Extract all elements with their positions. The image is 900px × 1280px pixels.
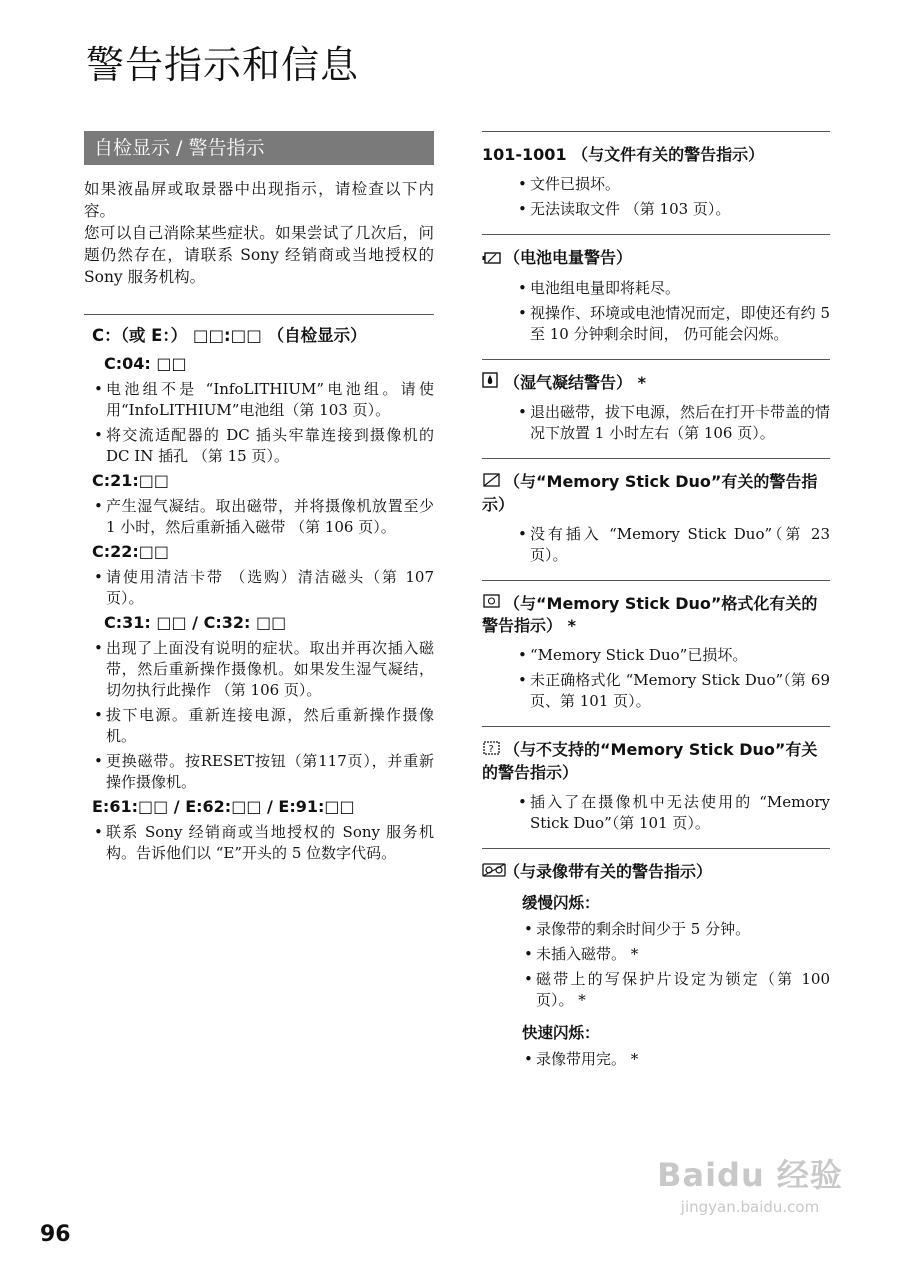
list-item: • 未正确格式化 “Memory Stick Duo”（第 69 页、第 101 页）。 bbox=[516, 670, 830, 712]
list-item: • 更换磁带。按RESET按钮（第117页），并重新操作摄像机。 bbox=[92, 751, 434, 793]
intro-paragraph: 如果液晶屏或取景器中出现指示，请检查以下内容。 您可以自己消除某些症状。如果尝试了几次后，问题仍然存在，请联系 Sony 经销商或当地授权的 Sony 服务机构。 bbox=[84, 180, 434, 286]
list-item: • 电池组不是 “InfoLITHIUM”电池组。请使用“InfoLITHIUM”电池组（第 103 页）。 bbox=[92, 379, 434, 421]
error-code-heading: C:22:□□ bbox=[92, 542, 170, 561]
list-item: • 录像带用完。 * bbox=[522, 1049, 830, 1070]
list-item: • 录像带的剩余时间少于 5 分钟。 bbox=[522, 919, 830, 940]
list-item: • 退出磁带，拔下电源，然后在打开卡带盖的情况下放置 1 小时左右（第 106 页）。 bbox=[516, 402, 830, 444]
page-number: 96 bbox=[40, 1222, 71, 1247]
warning-section bbox=[482, 131, 830, 220]
memory-stick-icon bbox=[482, 472, 504, 494]
section-divider bbox=[482, 458, 830, 459]
tape-warning-section bbox=[482, 848, 830, 1071]
error-code-group bbox=[92, 471, 434, 538]
list-item: • 磁带上的写保护片设定为锁定（第 100 页）。 * bbox=[522, 969, 830, 1011]
warning-section bbox=[482, 458, 830, 566]
list-item: • “Memory Stick Duo”已损坏。 bbox=[516, 645, 830, 666]
page-title: 警告指示和信息 bbox=[86, 43, 360, 87]
warning-section bbox=[482, 726, 830, 834]
warning-heading-text: 101-1001 （与文件有关的警告指示） bbox=[482, 145, 765, 164]
warning-heading bbox=[482, 372, 830, 395]
slow-flash-label: 缓慢闪烁： bbox=[522, 894, 600, 912]
section-divider bbox=[482, 234, 830, 235]
intro-text bbox=[84, 178, 434, 288]
section-divider bbox=[482, 726, 830, 727]
warning-heading bbox=[482, 593, 830, 638]
list-item: • 无法读取文件 （第 103 页）。 bbox=[516, 199, 830, 220]
fast-flash-label: 快速闪烁： bbox=[522, 1024, 600, 1042]
list-item: • 产生湿气凝结。取出磁带，并将摄像机放置至少 1 小时，然后重新插入磁带 （第 106 页）。 bbox=[92, 496, 434, 538]
warning-heading-text: （湿气凝结警告） * bbox=[504, 372, 646, 392]
list-item: • 插入了在摄像机中无法使用的 “Memory Stick Duo”（第 101 页）。 bbox=[516, 792, 830, 834]
list-item: • 视操作、环境或电池情况而定，即使还有约 5 至 10 分钟剩余时间， 仍可能会闪烁。 bbox=[516, 303, 830, 345]
warning-heading-text: （与“Memory Stick Duo”格式化有关的警告指示） * bbox=[482, 593, 818, 635]
error-code-group bbox=[92, 542, 434, 609]
list-item: • 没有插入 “Memory Stick Duo”（第 23 页）。 bbox=[516, 524, 830, 566]
list-item: • 拔下电源。重新连接电源，然后重新操作摄像机。 bbox=[92, 705, 434, 747]
section-divider bbox=[482, 848, 830, 849]
memory-stick-unsupported-icon bbox=[482, 740, 504, 762]
list-item: • 将交流适配器的 DC 插头牢靠连接到摄像机的 DC IN 插孔 （第 15 页）。 bbox=[92, 425, 434, 467]
battery-warning-icon bbox=[482, 248, 504, 270]
error-code-heading: C:21:□□ bbox=[92, 471, 170, 490]
error-code-heading: C:04: □□ bbox=[104, 354, 187, 373]
watermark bbox=[640, 1150, 860, 1216]
error-code-heading: E:61:□□ / E:62:□□ / E:91:□□ bbox=[92, 797, 355, 816]
section-header: 自检显示 / 警告指示 bbox=[84, 131, 434, 165]
condensation-icon bbox=[482, 372, 504, 394]
watermark-logo: Baidu 经验 bbox=[657, 1156, 843, 1194]
section-divider bbox=[482, 359, 830, 360]
warning-heading-text: （与录像带有关的警告指示） bbox=[504, 861, 713, 881]
list-item: • 请使用清洁卡带 （选购）清洁磁头（第 107 页）。 bbox=[92, 567, 434, 609]
error-code-group bbox=[92, 613, 434, 793]
warning-heading-text: （与不支持的“Memory Stick Duo”有关的警告指示） bbox=[482, 740, 818, 782]
watermark-url: jingyan.baidu.com bbox=[680, 1198, 820, 1216]
warning-heading bbox=[482, 861, 830, 884]
warning-heading-text: （电池电量警告） bbox=[504, 248, 633, 267]
left-groups bbox=[92, 354, 434, 864]
warning-section bbox=[482, 580, 830, 713]
tape-icon bbox=[482, 861, 504, 883]
left-column bbox=[92, 322, 434, 868]
error-code-group bbox=[92, 797, 434, 864]
svg-text:?: ? bbox=[488, 743, 494, 755]
error-code-group bbox=[92, 354, 434, 467]
list-item: • 未插入磁带。 * bbox=[522, 944, 830, 965]
list-item: • 出现了上面没有说明的症状。取出并再次插入磁带，然后重新操作摄像机。如果发生湿气凝结，切勿执行此操作 （第 106 页）。 bbox=[92, 638, 434, 701]
list-item: • 文件已损坏。 bbox=[516, 174, 830, 195]
list-item: • 联系 Sony 经销商或当地授权的 Sony 服务机构。告诉他们以 “E”开头的 5 位数字代码。 bbox=[92, 822, 434, 864]
warning-heading bbox=[482, 144, 830, 166]
memory-stick-format-icon bbox=[482, 593, 504, 615]
list-item: • 电池组电量即将耗尽。 bbox=[516, 278, 830, 299]
self-diagnosis-heading: C：（或 E：） □□:□□ （自检显示） bbox=[92, 326, 367, 345]
section-divider bbox=[482, 131, 830, 132]
error-code-heading: C:31: □□ / C:32: □□ bbox=[104, 613, 287, 632]
warning-heading bbox=[482, 247, 830, 270]
right-column bbox=[482, 131, 830, 1074]
warning-section bbox=[482, 359, 830, 445]
section-divider bbox=[482, 580, 830, 581]
warning-section bbox=[482, 234, 830, 345]
warning-heading-text: （与“Memory Stick Duo”有关的警告指示） bbox=[482, 472, 818, 514]
warning-heading bbox=[482, 471, 830, 516]
left-divider bbox=[84, 314, 434, 315]
warning-heading bbox=[482, 739, 830, 784]
